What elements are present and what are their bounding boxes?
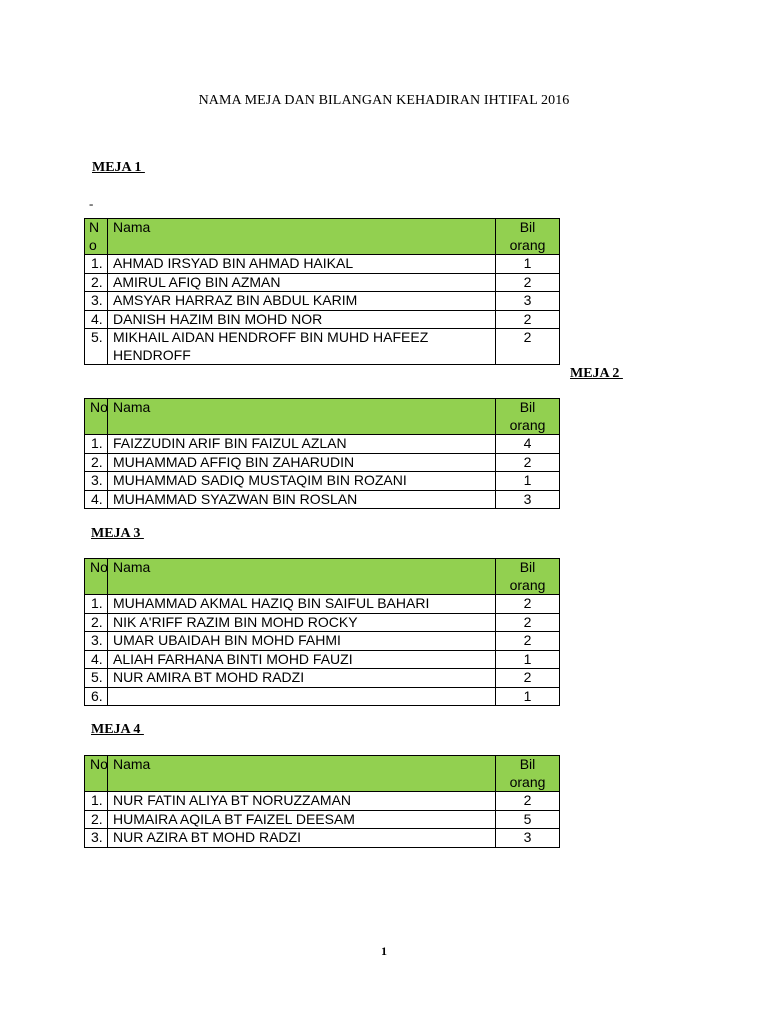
row-no: 4. xyxy=(85,650,108,669)
row-name xyxy=(108,687,496,706)
table-row xyxy=(85,669,560,688)
section-heading-meja-1: MEJA 1 xyxy=(92,160,145,175)
table-meja-1 xyxy=(84,218,560,365)
row-count: 2 xyxy=(496,632,560,651)
row-no: 5. xyxy=(85,329,108,365)
header-name: Nama xyxy=(108,219,496,255)
row-no: 4. xyxy=(85,490,108,509)
header-no: No xyxy=(85,219,108,255)
row-no: 5. xyxy=(85,669,108,688)
header-count: Bil orang xyxy=(496,219,560,255)
table-row xyxy=(85,329,560,365)
row-count: 2 xyxy=(496,310,560,329)
table-row xyxy=(85,632,560,651)
row-name: MUHAMMAD SYAZWAN BIN ROSLAN xyxy=(108,490,496,509)
row-name: NUR AMIRA BT MOHD RADZI xyxy=(108,669,496,688)
header-name: Nama xyxy=(108,559,496,595)
header-no: No xyxy=(85,756,108,792)
row-count: 2 xyxy=(496,669,560,688)
table-row xyxy=(85,792,560,811)
header-count: Bil orang xyxy=(496,756,560,792)
header-count: Bil orang xyxy=(496,399,560,435)
row-count: 5 xyxy=(496,810,560,829)
row-no: 3. xyxy=(85,829,108,848)
table-row xyxy=(85,472,560,491)
row-count: 4 xyxy=(496,435,560,454)
row-no: 3. xyxy=(85,292,108,311)
header-count: Bil orang xyxy=(496,559,560,595)
row-name: FAIZZUDIN ARIF BIN FAIZUL AZLAN xyxy=(108,435,496,454)
table-row xyxy=(85,273,560,292)
row-no: 2. xyxy=(85,453,108,472)
table-header-row xyxy=(85,219,560,255)
row-no: 1. xyxy=(85,595,108,614)
row-name: HUMAIRA AQILA BT FAIZEL DEESAM xyxy=(108,810,496,829)
row-count: 1 xyxy=(496,472,560,491)
row-count: 2 xyxy=(496,453,560,472)
page-title: NAMA MEJA DAN BILANGAN KEHADIRAN IHTIFAL 2016 xyxy=(198,93,570,108)
row-name: MUHAMMAD SADIQ MUSTAQIM BIN ROZANI xyxy=(108,472,496,491)
row-count: 1 xyxy=(496,687,560,706)
row-count: 2 xyxy=(496,792,560,811)
row-name: AMIRUL AFIQ BIN AZMAN xyxy=(108,273,496,292)
section-heading-meja-3: MEJA 3 xyxy=(91,526,144,541)
row-count: 2 xyxy=(496,595,560,614)
row-name: DANISH HAZIM BIN MOHD NOR xyxy=(108,310,496,329)
row-no: 4. xyxy=(85,310,108,329)
table-meja-3 xyxy=(84,558,560,706)
row-count: 2 xyxy=(496,273,560,292)
row-count: 1 xyxy=(496,650,560,669)
row-count: 3 xyxy=(496,829,560,848)
table-row xyxy=(85,595,560,614)
row-no: 6. xyxy=(85,687,108,706)
header-no: No xyxy=(85,559,108,595)
table-header-row xyxy=(85,559,560,595)
row-name: AHMAD IRSYAD BIN AHMAD HAIKAL xyxy=(108,255,496,274)
row-count: 3 xyxy=(496,490,560,509)
table-row xyxy=(85,292,560,311)
row-no: 3. xyxy=(85,632,108,651)
row-no: 2. xyxy=(85,273,108,292)
table-meja-4 xyxy=(84,755,560,848)
row-name: MUHAMMAD AFFIQ BIN ZAHARUDIN xyxy=(108,453,496,472)
table-header-row xyxy=(85,399,560,435)
row-name: NUR FATIN ALIYA BT NORUZZAMAN xyxy=(108,792,496,811)
row-name: NUR AZIRA BT MOHD RADZI xyxy=(108,829,496,848)
row-name: MIKHAIL AIDAN HENDROFF BIN MUHD HAFEEZ HENDROFF xyxy=(108,329,496,365)
row-name: NIK A'RIFF RAZIM BIN MOHD ROCKY xyxy=(108,613,496,632)
table-meja-2 xyxy=(84,398,560,509)
header-no: No xyxy=(85,399,108,435)
row-count: 1 xyxy=(496,255,560,274)
dash-mark: - xyxy=(89,196,94,211)
section-heading-meja-4: MEJA 4 xyxy=(91,722,144,737)
table-row xyxy=(85,687,560,706)
row-no: 1. xyxy=(85,435,108,454)
page-number: 1 xyxy=(381,944,387,958)
table-row xyxy=(85,255,560,274)
header-name: Nama xyxy=(108,399,496,435)
table-row xyxy=(85,490,560,509)
row-name: ALIAH FARHANA BINTI MOHD FAUZI xyxy=(108,650,496,669)
row-no: 3. xyxy=(85,472,108,491)
table-row xyxy=(85,810,560,829)
header-name: Nama xyxy=(108,756,496,792)
table-row xyxy=(85,829,560,848)
row-no: 2. xyxy=(85,613,108,632)
row-no: 1. xyxy=(85,255,108,274)
table-row xyxy=(85,310,560,329)
table-row xyxy=(85,435,560,454)
table-header-row xyxy=(85,756,560,792)
row-no: 2. xyxy=(85,810,108,829)
row-no: 1. xyxy=(85,792,108,811)
table-row xyxy=(85,650,560,669)
row-name: MUHAMMAD AKMAL HAZIQ BIN SAIFUL BAHARI xyxy=(108,595,496,614)
row-count: 2 xyxy=(496,329,560,365)
row-name: AMSYAR HARRAZ BIN ABDUL KARIM xyxy=(108,292,496,311)
row-count: 3 xyxy=(496,292,560,311)
row-name: UMAR UBAIDAH BIN MOHD FAHMI xyxy=(108,632,496,651)
table-row xyxy=(85,613,560,632)
section-heading-meja-2: MEJA 2 xyxy=(570,366,623,381)
table-row xyxy=(85,453,560,472)
row-count: 2 xyxy=(496,613,560,632)
